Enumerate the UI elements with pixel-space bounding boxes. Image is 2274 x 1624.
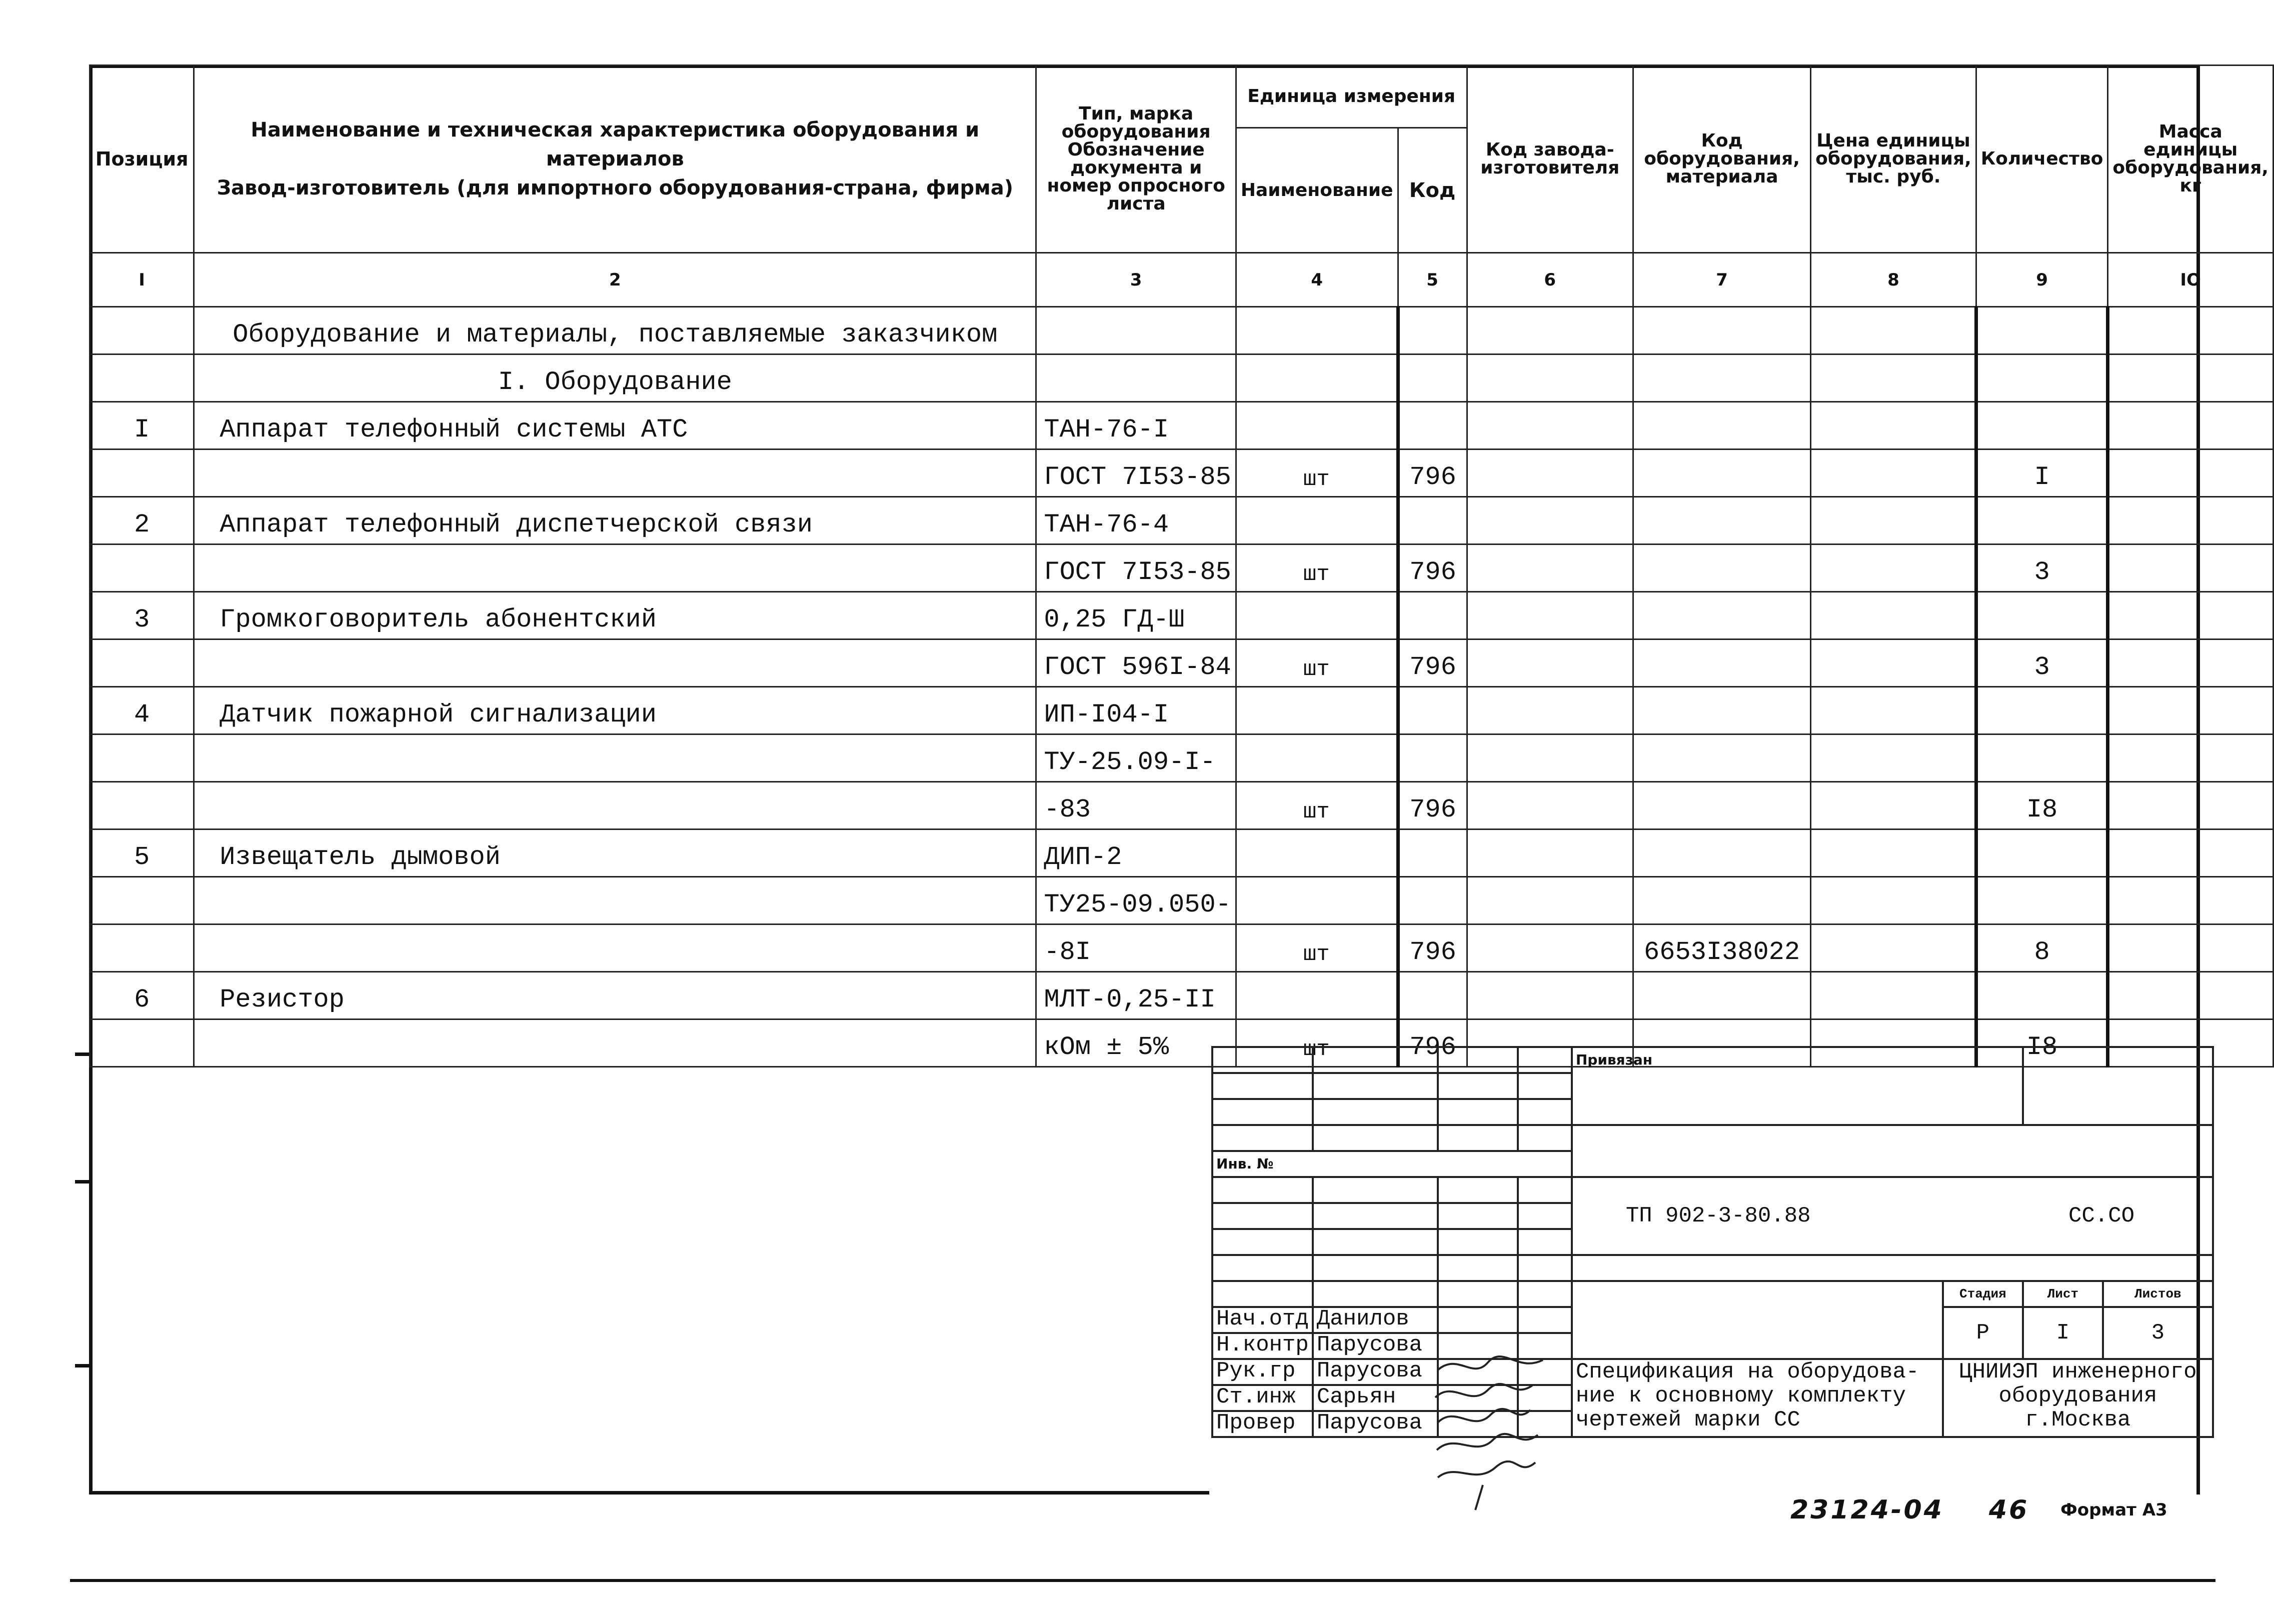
mass-cell <box>2108 734 2273 782</box>
mass-cell <box>2108 830 2273 877</box>
quantity-cell <box>1976 497 2108 544</box>
table-row <box>90 592 2273 640</box>
frame-tick <box>75 1052 90 1056</box>
archive-number-value: 23124-04 <box>1790 1495 1944 1525</box>
signature-stroke <box>1438 1462 1535 1478</box>
staff-role: Рук.гр <box>1212 1359 1313 1385</box>
table-row <box>90 734 2273 782</box>
section-row <box>90 354 2273 402</box>
type-cell: -83 <box>1036 782 1236 830</box>
name-cell: Громкоговоритель абонентский <box>194 592 1036 640</box>
equipment-code-cell <box>1633 687 1811 734</box>
price-cell <box>1811 877 1976 924</box>
unit-name-cell: шт <box>1236 544 1398 592</box>
col-position-header: Позиция <box>90 66 194 253</box>
col-name-header-line1: Наименование и техническая характеристика оборудования и материалов <box>251 118 980 170</box>
equipment-code-cell <box>1633 782 1811 830</box>
unit-code-cell: 796 <box>1398 782 1467 830</box>
unit-code-cell <box>1398 497 1467 544</box>
col-type-header: Тип, марка оборудования Обозначение документа и номер опросного листа <box>1036 66 1236 253</box>
quantity-cell <box>1976 972 2108 1020</box>
sheets-value: 3 <box>2103 1307 2213 1359</box>
signature-stroke <box>1438 1409 1530 1422</box>
type-cell: ТАН-76-4 <box>1036 497 1236 544</box>
description-line: ние к основному комплекту <box>1575 1384 1906 1408</box>
frame-bottom-line <box>89 1491 1209 1494</box>
name-cell <box>194 640 1036 687</box>
name-cell: Извещатель дымовой <box>194 830 1036 877</box>
unit-name-cell <box>1236 592 1398 640</box>
unit-name-cell <box>1236 497 1398 544</box>
factory-code-cell <box>1467 450 1633 497</box>
bottom-line <box>70 1579 2215 1582</box>
factory-code-cell <box>1467 972 1633 1020</box>
factory-code-cell <box>1467 544 1633 592</box>
position-cell: 6 <box>90 972 194 1020</box>
type-cell: МЛТ-0,25-II <box>1036 972 1236 1020</box>
page-number: 46 <box>1988 1495 2029 1525</box>
section-title: I. Оборудование <box>194 354 1036 402</box>
unit-name-cell <box>1236 402 1398 450</box>
stage-label: Стадия <box>1943 1281 2023 1307</box>
staff-role: Провер <box>1212 1411 1313 1437</box>
unit-name-cell: шт <box>1236 924 1398 972</box>
sheets-label: Листов <box>2103 1281 2213 1307</box>
table-row <box>90 497 2273 544</box>
position-cell: I <box>90 402 194 450</box>
unit-group-header: Единица измерения <box>1236 66 1467 128</box>
equipment-code-cell <box>1633 402 1811 450</box>
col-number: 6 <box>1467 253 1633 307</box>
name-cell <box>194 734 1036 782</box>
privyazan-label: Привязан <box>1575 1052 1653 1068</box>
equipment-code-cell: 6653I38022 <box>1633 924 1811 972</box>
factory-code-cell <box>1467 877 1633 924</box>
type-cell: ГОСТ 7I53-85 <box>1036 544 1236 592</box>
type-cell: ТУ25-09.050- <box>1036 877 1236 924</box>
price-cell <box>1811 972 1976 1020</box>
unit-code-cell <box>1398 830 1467 877</box>
description-line: чертежей марки СС <box>1575 1408 1800 1432</box>
signature-stroke <box>1438 1356 1543 1370</box>
type-cell: 0,25 ГД-Ш <box>1036 592 1236 640</box>
col-number: 7 <box>1633 253 1811 307</box>
sheet-value: I <box>2023 1307 2103 1359</box>
equipment-code-cell <box>1633 450 1811 497</box>
col-unit-code-header: Код <box>1398 128 1467 253</box>
type-cell: ГОСТ 7I53-85 <box>1036 450 1236 497</box>
price-cell <box>1811 782 1976 830</box>
factory-code-cell <box>1467 592 1633 640</box>
col-name-header-line2: Завод-изготовитель (для импортного оборудования-страна, фирма) <box>217 176 1013 200</box>
table-row <box>90 782 2273 830</box>
equipment-code-cell <box>1633 640 1811 687</box>
col-number: 3 <box>1036 253 1236 307</box>
position-cell: 2 <box>90 497 194 544</box>
unit-code-cell: 796 <box>1398 640 1467 687</box>
section-row <box>90 307 2273 354</box>
unit-name-cell <box>1236 877 1398 924</box>
type-cell: кОм ± 5% <box>1036 1020 1236 1067</box>
unit-name-cell: шт <box>1236 782 1398 830</box>
document-code: ТП 902-3-80.88 <box>1625 1204 1811 1228</box>
unit-code-cell: 796 <box>1398 924 1467 972</box>
table-row <box>90 924 2273 972</box>
position-cell <box>90 734 194 782</box>
staff-role: Н.контр <box>1212 1333 1313 1359</box>
col-number: IO <box>2108 253 2273 307</box>
position-cell <box>90 782 194 830</box>
position-cell <box>90 924 194 972</box>
equipment-code-cell <box>1633 972 1811 1020</box>
table-row <box>90 640 2273 687</box>
col-number: 2 <box>194 253 1036 307</box>
unit-code-cell <box>1398 592 1467 640</box>
col-number: 9 <box>1976 253 2108 307</box>
organization-line: г.Москва <box>2025 1408 2131 1432</box>
factory-code-cell <box>1467 924 1633 972</box>
factory-code-cell <box>1467 734 1633 782</box>
description-line: Спецификация на оборудова- <box>1575 1360 1919 1384</box>
table-row <box>90 687 2273 734</box>
price-cell <box>1811 497 1976 544</box>
section-title: Оборудование и материалы, поставляемые заказчиком <box>194 307 1036 354</box>
mass-cell <box>2108 687 2273 734</box>
name-cell <box>194 782 1036 830</box>
col-price-header: Цена единицы оборудования, тыс. руб. <box>1811 66 1976 253</box>
unit-name-cell <box>1236 972 1398 1020</box>
staff-name: Сарьян <box>1313 1385 1438 1411</box>
equipment-code-cell <box>1633 592 1811 640</box>
price-cell <box>1811 924 1976 972</box>
quantity-cell: I <box>1976 450 2108 497</box>
position-cell: 5 <box>90 830 194 877</box>
unit-code-cell: 796 <box>1398 450 1467 497</box>
title-block <box>1211 1046 2214 1438</box>
mass-cell <box>2108 402 2273 450</box>
col-mass-header: Масса единицы оборудования, кг <box>2108 66 2273 253</box>
mass-cell <box>2108 924 2273 972</box>
price-cell <box>1811 734 1976 782</box>
factory-code-cell <box>1467 640 1633 687</box>
unit-code-cell <box>1398 972 1467 1020</box>
unit-code-cell <box>1398 687 1467 734</box>
col-name-header <box>194 66 1036 253</box>
equipment-code-cell <box>1633 830 1811 877</box>
col-unit-name-header: Наименование <box>1236 128 1398 253</box>
document-mark: СС.СО <box>2068 1204 2135 1228</box>
table-row <box>90 830 2273 877</box>
frame-tick <box>75 1180 90 1184</box>
position-cell: 3 <box>90 592 194 640</box>
name-cell: Аппарат телефонный диспетчерской связи <box>194 497 1036 544</box>
factory-code-cell <box>1467 402 1633 450</box>
mass-cell <box>2108 592 2273 640</box>
price-cell <box>1811 402 1976 450</box>
table-row <box>90 450 2273 497</box>
position-cell <box>90 450 194 497</box>
mass-cell <box>2108 497 2273 544</box>
type-cell: ИП-I04-I <box>1036 687 1236 734</box>
staff-name: Парусова <box>1313 1411 1438 1437</box>
table-row <box>90 544 2273 592</box>
stage-value: Р <box>1943 1307 2023 1359</box>
signature-stroke <box>1437 1434 1538 1450</box>
equipment-code-cell <box>1633 734 1811 782</box>
type-cell: ДИП-2 <box>1036 830 1236 877</box>
quantity-cell: I8 <box>1976 782 2108 830</box>
col-equipment-code-header: Код оборудования, материала <box>1633 66 1811 253</box>
name-cell <box>194 1020 1036 1067</box>
factory-code-cell <box>1467 687 1633 734</box>
staff-name: Парусова <box>1313 1359 1438 1385</box>
sheet-label: Лист <box>2023 1281 2103 1307</box>
name-cell: Резистор <box>194 972 1036 1020</box>
name-cell <box>194 544 1036 592</box>
name-cell <box>194 450 1036 497</box>
quantity-cell <box>1976 592 2108 640</box>
quantity-cell <box>1976 877 2108 924</box>
signature-stroke <box>1435 1384 1533 1398</box>
mass-cell <box>2108 782 2273 830</box>
mass-cell <box>2108 972 2273 1020</box>
specification-table <box>89 64 2274 1068</box>
mass-cell <box>2108 544 2273 592</box>
price-cell <box>1811 450 1976 497</box>
type-cell: -8I <box>1036 924 1236 972</box>
col-number: 5 <box>1398 253 1467 307</box>
quantity-cell <box>1976 687 2108 734</box>
staff-name: Парусова <box>1313 1333 1438 1359</box>
position-cell <box>90 640 194 687</box>
signatures-scribble <box>1428 1350 1563 1515</box>
table-row <box>90 877 2273 924</box>
price-cell <box>1811 592 1976 640</box>
frame-tick <box>75 1364 90 1368</box>
col-number: 4 <box>1236 253 1398 307</box>
table-row <box>90 972 2273 1020</box>
price-cell <box>1811 544 1976 592</box>
col-quantity-header: Количество <box>1976 66 2108 253</box>
name-cell: Датчик пожарной сигнализации <box>194 687 1036 734</box>
quantity-cell: 3 <box>1976 640 2108 687</box>
signature-stroke <box>1475 1485 1483 1510</box>
col-factory-code-header: Код завода-изготовителя <box>1467 66 1633 253</box>
archive-number <box>1790 1495 2029 1525</box>
quantity-cell <box>1976 830 2108 877</box>
staff-role: Ст.инж <box>1212 1385 1313 1411</box>
position-cell: 4 <box>90 687 194 734</box>
mass-cell <box>2108 450 2273 497</box>
quantity-cell: I8 <box>1976 1020 2108 1067</box>
unit-name-cell <box>1236 734 1398 782</box>
price-cell <box>1811 830 1976 877</box>
unit-name-cell: шт <box>1236 450 1398 497</box>
staff-name: Данилов <box>1313 1307 1438 1333</box>
position-cell <box>90 1020 194 1067</box>
factory-code-cell <box>1467 830 1633 877</box>
equipment-code-cell <box>1633 877 1811 924</box>
name-cell <box>194 877 1036 924</box>
unit-name-cell: шт <box>1236 1020 1398 1067</box>
quantity-cell: 3 <box>1976 544 2108 592</box>
name-cell <box>194 924 1036 972</box>
table-row <box>90 402 2273 450</box>
price-cell <box>1811 640 1976 687</box>
type-cell: ТАН-76-I <box>1036 402 1236 450</box>
position-cell <box>90 877 194 924</box>
quantity-cell <box>1976 402 2108 450</box>
unit-name-cell <box>1236 687 1398 734</box>
name-cell: Аппарат телефонный системы АТС <box>194 402 1036 450</box>
position-cell <box>90 544 194 592</box>
unit-code-cell <box>1398 402 1467 450</box>
factory-code-cell <box>1467 497 1633 544</box>
unit-code-cell: 796 <box>1398 1020 1467 1067</box>
col-number: 8 <box>1811 253 1976 307</box>
organization-line: оборудования <box>1998 1384 2157 1408</box>
factory-code-cell <box>1467 782 1633 830</box>
format-label: Формат А3 <box>2060 1500 2167 1520</box>
mass-cell <box>2108 640 2273 687</box>
quantity-cell: 8 <box>1976 924 2108 972</box>
staff-role: Нач.отд <box>1212 1307 1313 1333</box>
inventory-number-label: Инв. № <box>1216 1156 1274 1172</box>
equipment-code-cell <box>1633 497 1811 544</box>
unit-name-cell: шт <box>1236 640 1398 687</box>
type-cell: ТУ-25.09-I- <box>1036 734 1236 782</box>
type-cell: ГОСТ 596I-84 <box>1036 640 1236 687</box>
unit-name-cell <box>1236 830 1398 877</box>
quantity-cell <box>1976 734 2108 782</box>
equipment-code-cell <box>1633 544 1811 592</box>
unit-code-cell <box>1398 877 1467 924</box>
mass-cell <box>2108 877 2273 924</box>
organization-line: ЦНИИЭП инженерного <box>1959 1360 2197 1384</box>
col-number: I <box>90 253 194 307</box>
unit-code-cell: 796 <box>1398 544 1467 592</box>
unit-code-cell <box>1398 734 1467 782</box>
price-cell <box>1811 687 1976 734</box>
